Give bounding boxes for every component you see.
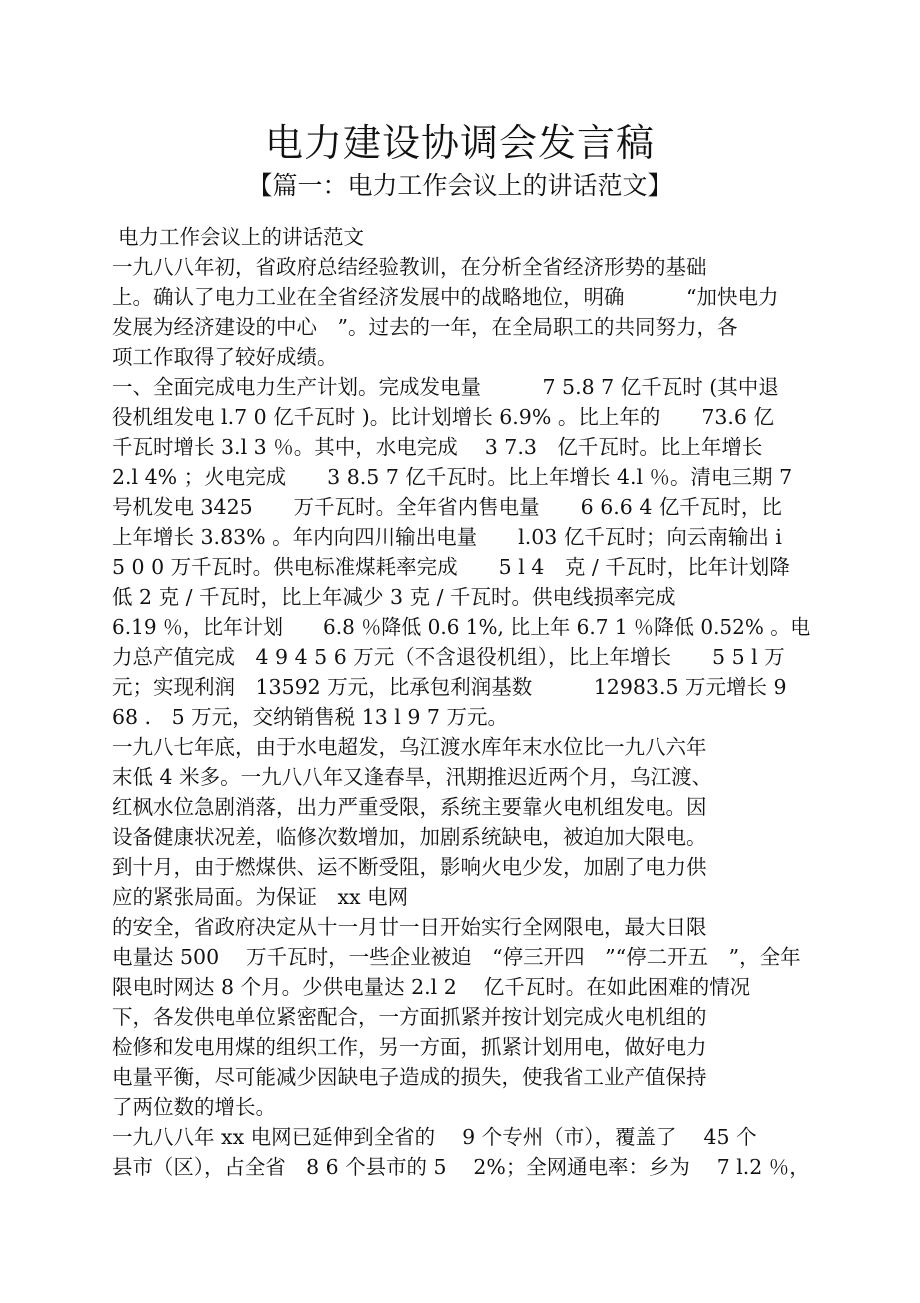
- text-line: 末低 4 米多。一九八八年又逢春旱，汛期推迟近两个月，乌江渡、: [112, 765, 713, 789]
- document-subtitle: 【篇一：电力工作会议上的讲话范文】: [247, 171, 673, 200]
- document-title: 电力建设协调会发言稿: [264, 121, 655, 165]
- text-line: 68 ． 5 万元，交纳销售税 13 l 9 7 万元。: [112, 705, 508, 729]
- text-line: 千瓦时增长 3.l 3 ％。其中，水电完成 3 7.3 亿千瓦时。比上年增长: [112, 435, 763, 459]
- text-line: 一、全面完成电力生产计划。完成发电量 7 5.8 7 亿千瓦时 (其中退: [112, 375, 779, 399]
- text-line: 到十月，由于燃煤供、运不断受阻，影响火电少发，加剧了电力供: [112, 855, 707, 879]
- text-line: 5 0 0 万千瓦时。供电标准煤耗率完成 5 l 4 克 / 千瓦时，比年计划降: [112, 555, 790, 579]
- text-line: 一九八七年底，由于水电超发，乌江渡水库年末水位比一九八六年: [112, 735, 707, 759]
- text-line: 发展为经济建设的中心 ”。过去的一年，在全局职工的共同努力，各: [112, 315, 738, 339]
- text-line: 应的紧张局面。为保证 xx 电网: [112, 885, 409, 909]
- text-line: 一九八八年 xx 电网已延伸到全省的 9 个专州（市），覆盖了 45 个: [112, 1125, 757, 1149]
- text-line: 项工作取得了较好成绩。: [112, 345, 338, 369]
- text-line: 元；实现利润 13592 万元，比承包利润基数 12983.5 万元增长 9: [112, 675, 787, 699]
- text-line: 县市（区），占全省 8 6 个县市的 5 2%；全网通电率：乡为 7 l.2 ％，: [112, 1155, 810, 1179]
- text-line: 一九八八年初，省政府总结经验教训，在分析全省经济形势的基础: [112, 255, 707, 279]
- text-line: 6.19 ％，比年计划 6.8 ％降低 0.6 1%, 比上年 6.7 1 ％降低 0.52% 。电: [112, 615, 811, 639]
- text-line: 力总产值完成 4 9 4 5 6 万元（不含退役机组），比上年增长 5 5 l 万: [112, 645, 785, 669]
- text-line: 电量平衡，尽可能减少因缺电子造成的损失，使我省工业产值保持: [112, 1065, 707, 1089]
- text-line: 的安全，省政府决定从十一月廿一日开始实行全网限电，最大日限: [112, 915, 707, 939]
- text-line: 红枫水位急剧消落，出力严重受限，系统主要靠火电机组发电。因: [112, 795, 707, 819]
- text-line: 2.l 4% ；火电完成 3 8.5 7 亿千瓦时。比上年增长 4.l ％。清电三期 7: [112, 465, 793, 489]
- text-line: 设备健康状况差，临修次数增加，加剧系统缺电，被迫加大限电。: [112, 825, 707, 849]
- text-line: 低 2 克 / 千瓦时，比上年减少 3 克 / 千瓦时。供电线损率完成: [112, 585, 676, 609]
- text-line: 上年增长 3.83% 。年内向四川输出电量 l.03 亿千瓦时；向云南输出 i: [112, 525, 782, 549]
- text-line: 检修和发电用煤的组织工作，另一方面，抓紧计划用电，做好电力: [112, 1035, 707, 1059]
- text-line: 电量达 500 万千瓦时，一些企业被迫 “停三开四 ”“停二开五 ”，全年: [112, 945, 801, 969]
- section-heading: 电力工作会议上的讲话范文: [118, 225, 364, 249]
- text-line: 役机组发电 l.7 0 亿千瓦时 )。比计划增长 6.9% 。比上年的 73.6 亿: [112, 405, 774, 429]
- text-line: 下，各发供电单位紧密配合，一方面抓紧并按计划完成火电机组的: [112, 1005, 707, 1029]
- text-line: 上。确认了电力工业在全省经济发展中的战略地位，明确 “加快电力: [112, 285, 779, 309]
- text-line: 号机发电 3425 万千瓦时。全年省内售电量 6 6.6 4 亿千瓦时，比: [112, 495, 782, 519]
- text-line: 了两位数的增长。: [112, 1095, 276, 1119]
- text-line: 限电时网达 8 个月。少供电量达 2.l 2 亿千瓦时。在如此困难的情况: [112, 975, 751, 999]
